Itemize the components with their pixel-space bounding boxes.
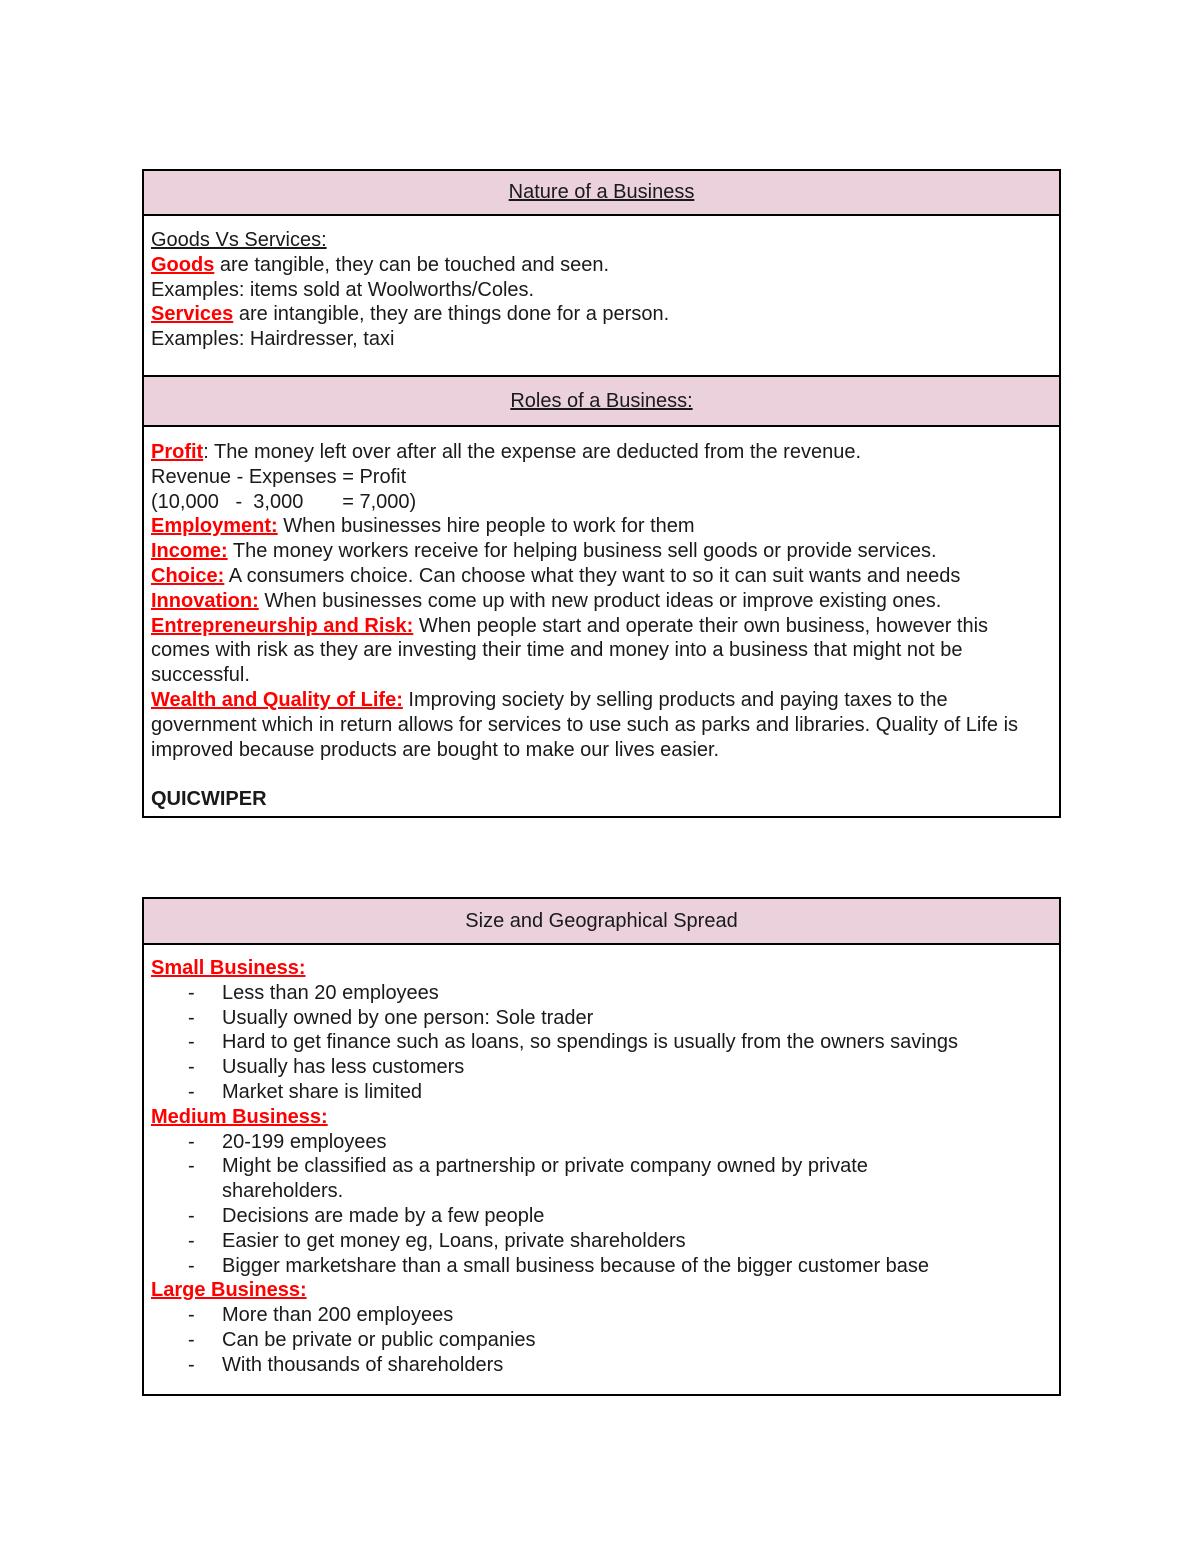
profit-formula-example: (10,000 - 3,000 = 7,000): [151, 490, 417, 513]
choice-text: A consumers choice. Can choose what they want to so it can suit wants and needs: [224, 564, 961, 587]
roles-header-cell: [143, 376, 1060, 426]
employment-text: When businesses hire people to work for them: [277, 515, 695, 538]
list-item: - Might be classified as a partnership or private company owned by private shareholders.: [151, 1154, 1052, 1204]
income-term: Income:: [151, 540, 228, 563]
services-line: [151, 302, 1052, 327]
wealth-line: [151, 688, 1052, 762]
small-business-heading: Small Business:: [151, 957, 306, 979]
roles-body-cell: [143, 426, 1060, 817]
nature-title: Nature of a Business: [508, 181, 695, 204]
goods-line: [151, 253, 1052, 278]
employment-line: [151, 514, 1052, 539]
profit-line: [151, 440, 1052, 465]
wealth-term: Wealth and Quality of Life:: [151, 688, 403, 711]
mnemonic: QUICWIPER: [151, 788, 267, 811]
profit-term: Profit: [151, 441, 204, 463]
list-item: - 20-199 employees: [151, 1130, 1052, 1155]
choice-line: [151, 564, 1052, 589]
wealth-text: Improving society by selling products and paying taxes to the government which in return allows for services to use such as parks and libraries. Quality of Life is improved because products are bought to make our lives easier.: [151, 688, 1019, 761]
large-business-heading: Large Business:: [151, 1279, 307, 1302]
innovation-term: Innovation:: [151, 589, 259, 612]
entrepreneurship-term: Entrepreneurship and Risk:: [151, 614, 414, 637]
business-table: [142, 169, 1061, 818]
services-examples: Examples: Hairdresser, taxi: [151, 328, 395, 351]
profit-text: : The money left over after all the expense are deducted from the revenue.: [203, 441, 862, 463]
services-text: are intangible, they are things done for a person.: [233, 303, 670, 326]
services-term: Services: [151, 303, 234, 326]
income-line: [151, 539, 1052, 564]
list-item: - More than 200 employees: [151, 1303, 1052, 1328]
size-body-cell: [143, 944, 1060, 1395]
nature-subtitle: Goods Vs Services:: [151, 229, 327, 251]
list-item: - Less than 20 employees: [151, 981, 1052, 1006]
spacer: [151, 762, 1052, 787]
list-item: - Bigger marketshare than a small business because of the bigger customer base: [151, 1254, 1052, 1279]
list-item: - Hard to get finance such as loans, so spendings is usually from the owners savings: [151, 1030, 1052, 1055]
list-item: - With thousands of shareholders: [151, 1353, 1052, 1378]
list-item: - Market share is limited: [151, 1080, 1052, 1105]
roles-title: Roles of a Business:: [510, 389, 693, 412]
nature-header-cell: [143, 170, 1060, 215]
list-item: - Usually has less customers: [151, 1055, 1052, 1080]
choice-term: Choice:: [151, 564, 225, 587]
nature-body-cell: [143, 215, 1060, 376]
innovation-line: [151, 589, 1052, 614]
list-item: - Usually owned by one person: Sole trader: [151, 1006, 1052, 1031]
list-item: - Decisions are made by a few people: [151, 1204, 1052, 1229]
size-title: Size and Geographical Spread: [465, 909, 738, 932]
medium-business-heading: Medium Business:: [151, 1105, 328, 1128]
list-item: - Can be private or public companies: [151, 1328, 1052, 1353]
size-header-cell: [143, 898, 1060, 944]
employment-term: Employment:: [151, 515, 278, 538]
innovation-text: When businesses come up with new product ideas or improve existing ones.: [258, 589, 942, 612]
goods-term: Goods: [151, 253, 215, 276]
list-item: - Easier to get money eg, Loans, private shareholders: [151, 1229, 1052, 1254]
small-business-list: [151, 981, 1052, 1105]
profit-formula: Revenue - Expenses = Profit: [151, 465, 407, 488]
entrepreneurship-line: [151, 614, 1052, 688]
size-table: [142, 897, 1061, 1396]
income-text: The money workers receive for helping business sell goods or provide services.: [227, 540, 937, 563]
medium-business-list: [151, 1130, 1052, 1279]
goods-text: are tangible, they can be touched and seen.: [214, 253, 610, 276]
entrepreneurship-text: When people start and operate their own business, however this comes with risk as they are investing their time and money into a business that might not be successful.: [151, 614, 989, 687]
goods-examples: Examples: items sold at Woolworths/Coles.: [151, 278, 535, 301]
large-business-list: [151, 1303, 1052, 1377]
